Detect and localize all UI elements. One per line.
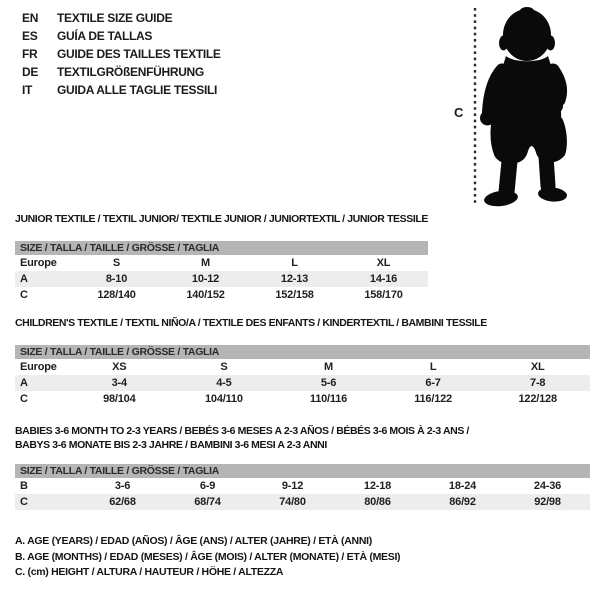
row-label-cell: C bbox=[20, 289, 28, 301]
value-cell: 4-5 bbox=[216, 377, 232, 389]
value-cell: 110/116 bbox=[309, 393, 348, 405]
table-row bbox=[15, 271, 428, 287]
row-label-cell: Europe bbox=[20, 257, 57, 269]
value-cell: 122/128 bbox=[518, 393, 557, 405]
row-label-cell: Europe bbox=[20, 361, 57, 373]
value-cell: 9-12 bbox=[281, 480, 304, 492]
value-cell: 24-36 bbox=[533, 480, 562, 492]
value-cell: 152/158 bbox=[275, 289, 314, 301]
legend-line-b: B. AGE (MONTHS) / EDAD (MESES) / ÂGE (MOIS) / ALTER (MONATE) / ETÀ (MESI) bbox=[15, 550, 401, 563]
table-row bbox=[15, 359, 590, 375]
value-cell: 62/68 bbox=[109, 496, 136, 508]
height-figure bbox=[440, 0, 600, 215]
value-cell: 5-6 bbox=[320, 377, 337, 389]
value-cell: L bbox=[291, 257, 298, 269]
value-cell: XL bbox=[530, 361, 545, 373]
row-label-cell: A bbox=[20, 273, 28, 285]
language-code: IT bbox=[22, 83, 33, 97]
value-cell: 98/104 bbox=[103, 393, 136, 405]
value-cell: 104/110 bbox=[205, 393, 243, 405]
toddler-silhouette-icon bbox=[440, 0, 600, 215]
value-cell: M bbox=[201, 257, 210, 269]
value-cell: 86/92 bbox=[449, 496, 476, 508]
table-row bbox=[15, 287, 428, 303]
language-row bbox=[22, 9, 221, 27]
legend-line-c: C. (cm) HEIGHT / ALTURA / HAUTEUR / HÖHE / ALTEZZA bbox=[15, 566, 284, 578]
value-cell: 8-10 bbox=[105, 273, 128, 285]
table-row bbox=[15, 494, 590, 510]
babies-table-title-line1: BABIES 3-6 MONTH TO 2-3 YEARS / BEBÉS 3-6 MESES A 2-3 AÑOS / BÉBÉS 3-6 MOIS À 2-3 ANS / bbox=[15, 425, 469, 437]
value-cell: 14-16 bbox=[369, 273, 398, 285]
row-label-cell: A bbox=[20, 377, 28, 389]
value-cell: 140/152 bbox=[186, 289, 225, 301]
value-cell: 18-24 bbox=[448, 480, 477, 492]
value-cell: 3-4 bbox=[111, 377, 127, 389]
children-table-title: CHILDREN'S TEXTILE / TEXTIL NIÑO/A / TEXTILE DES ENFANTS / KINDERTEXTIL / BAMBINI TESSILE bbox=[15, 317, 487, 329]
value-cell: 6-9 bbox=[199, 480, 216, 492]
size-header-band: SIZE / TALLA / TAILLE / GRÖSSE / TAGLIA bbox=[15, 345, 590, 359]
language-title: GUÍA DE TALLAS bbox=[57, 29, 153, 43]
value-cell: 80/86 bbox=[364, 496, 391, 508]
language-title: GUIDE DES TAILLES TEXTILE bbox=[57, 47, 221, 61]
children-size-table bbox=[15, 359, 590, 407]
language-title: TEXTILE SIZE GUIDE bbox=[57, 11, 173, 25]
value-cell: 128/140 bbox=[97, 289, 136, 301]
value-cell: 116/122 bbox=[414, 393, 452, 405]
children-table-section bbox=[15, 316, 590, 405]
value-cell: M bbox=[324, 361, 333, 373]
value-cell: L bbox=[429, 361, 437, 373]
language-row bbox=[22, 63, 221, 81]
value-cell: XL bbox=[376, 257, 391, 269]
value-cell: 12-13 bbox=[280, 273, 309, 285]
value-cell: 12-18 bbox=[363, 480, 392, 492]
babies-table-title-line2: BABYS 3-6 MONATE BIS 2-3 JAHRE / BAMBINI 3-6 MESI A 2-3 ANNI bbox=[15, 439, 327, 451]
height-label-c: C bbox=[454, 105, 464, 120]
language-code: EN bbox=[22, 11, 39, 25]
language-row bbox=[22, 45, 221, 63]
value-cell: 158/170 bbox=[364, 289, 403, 301]
size-header-band: SIZE / TALLA / TAILLE / GRÖSSE / TAGLIA bbox=[15, 464, 590, 478]
value-cell: 3-6 bbox=[114, 480, 131, 492]
value-cell: 6-7 bbox=[425, 377, 441, 389]
junior-table-section bbox=[15, 212, 428, 301]
language-code: FR bbox=[22, 47, 38, 61]
toddler-silhouette bbox=[480, 7, 568, 208]
value-cell: XS bbox=[112, 361, 127, 373]
value-cell: 10-12 bbox=[191, 273, 220, 285]
language-code: ES bbox=[22, 29, 38, 43]
babies-size-table bbox=[15, 478, 590, 510]
value-cell: S bbox=[220, 361, 228, 373]
junior-size-table bbox=[15, 255, 428, 303]
babies-table-section bbox=[15, 424, 590, 508]
row-label-cell: C bbox=[20, 496, 28, 508]
table-row bbox=[15, 478, 590, 494]
junior-table-title: JUNIOR TEXTILE / TEXTIL JUNIOR/ TEXTILE JUNIOR / JUNIORTEXTIL / JUNIOR TESSILE bbox=[15, 213, 428, 225]
value-cell: 92/98 bbox=[534, 496, 561, 508]
language-code: DE bbox=[22, 65, 39, 79]
table-row bbox=[15, 255, 428, 271]
row-label-cell: C bbox=[20, 393, 28, 405]
language-title: TEXTILGRÖßENFÜHRUNG bbox=[57, 65, 204, 79]
value-cell: S bbox=[112, 257, 121, 269]
row-label-cell: B bbox=[20, 480, 28, 492]
value-cell: 7-8 bbox=[530, 377, 546, 389]
table-row bbox=[15, 375, 590, 391]
language-title-list bbox=[22, 9, 221, 99]
value-cell: 74/80 bbox=[279, 496, 306, 508]
language-title: GUIDA ALLE TAGLIE TESSILI bbox=[57, 83, 218, 97]
language-row bbox=[22, 27, 221, 45]
legend-line-a: A. AGE (YEARS) / EDAD (AÑOS) / ÂGE (ANS) / ALTER (JAHRE) / ETÀ (ANNI) bbox=[15, 535, 372, 547]
value-cell: 68/74 bbox=[194, 496, 221, 508]
language-row bbox=[22, 81, 221, 99]
size-header-band: SIZE / TALLA / TAILLE / GRÖSSE / TAGLIA bbox=[15, 241, 428, 255]
legend bbox=[15, 534, 400, 581]
table-row bbox=[15, 391, 590, 407]
